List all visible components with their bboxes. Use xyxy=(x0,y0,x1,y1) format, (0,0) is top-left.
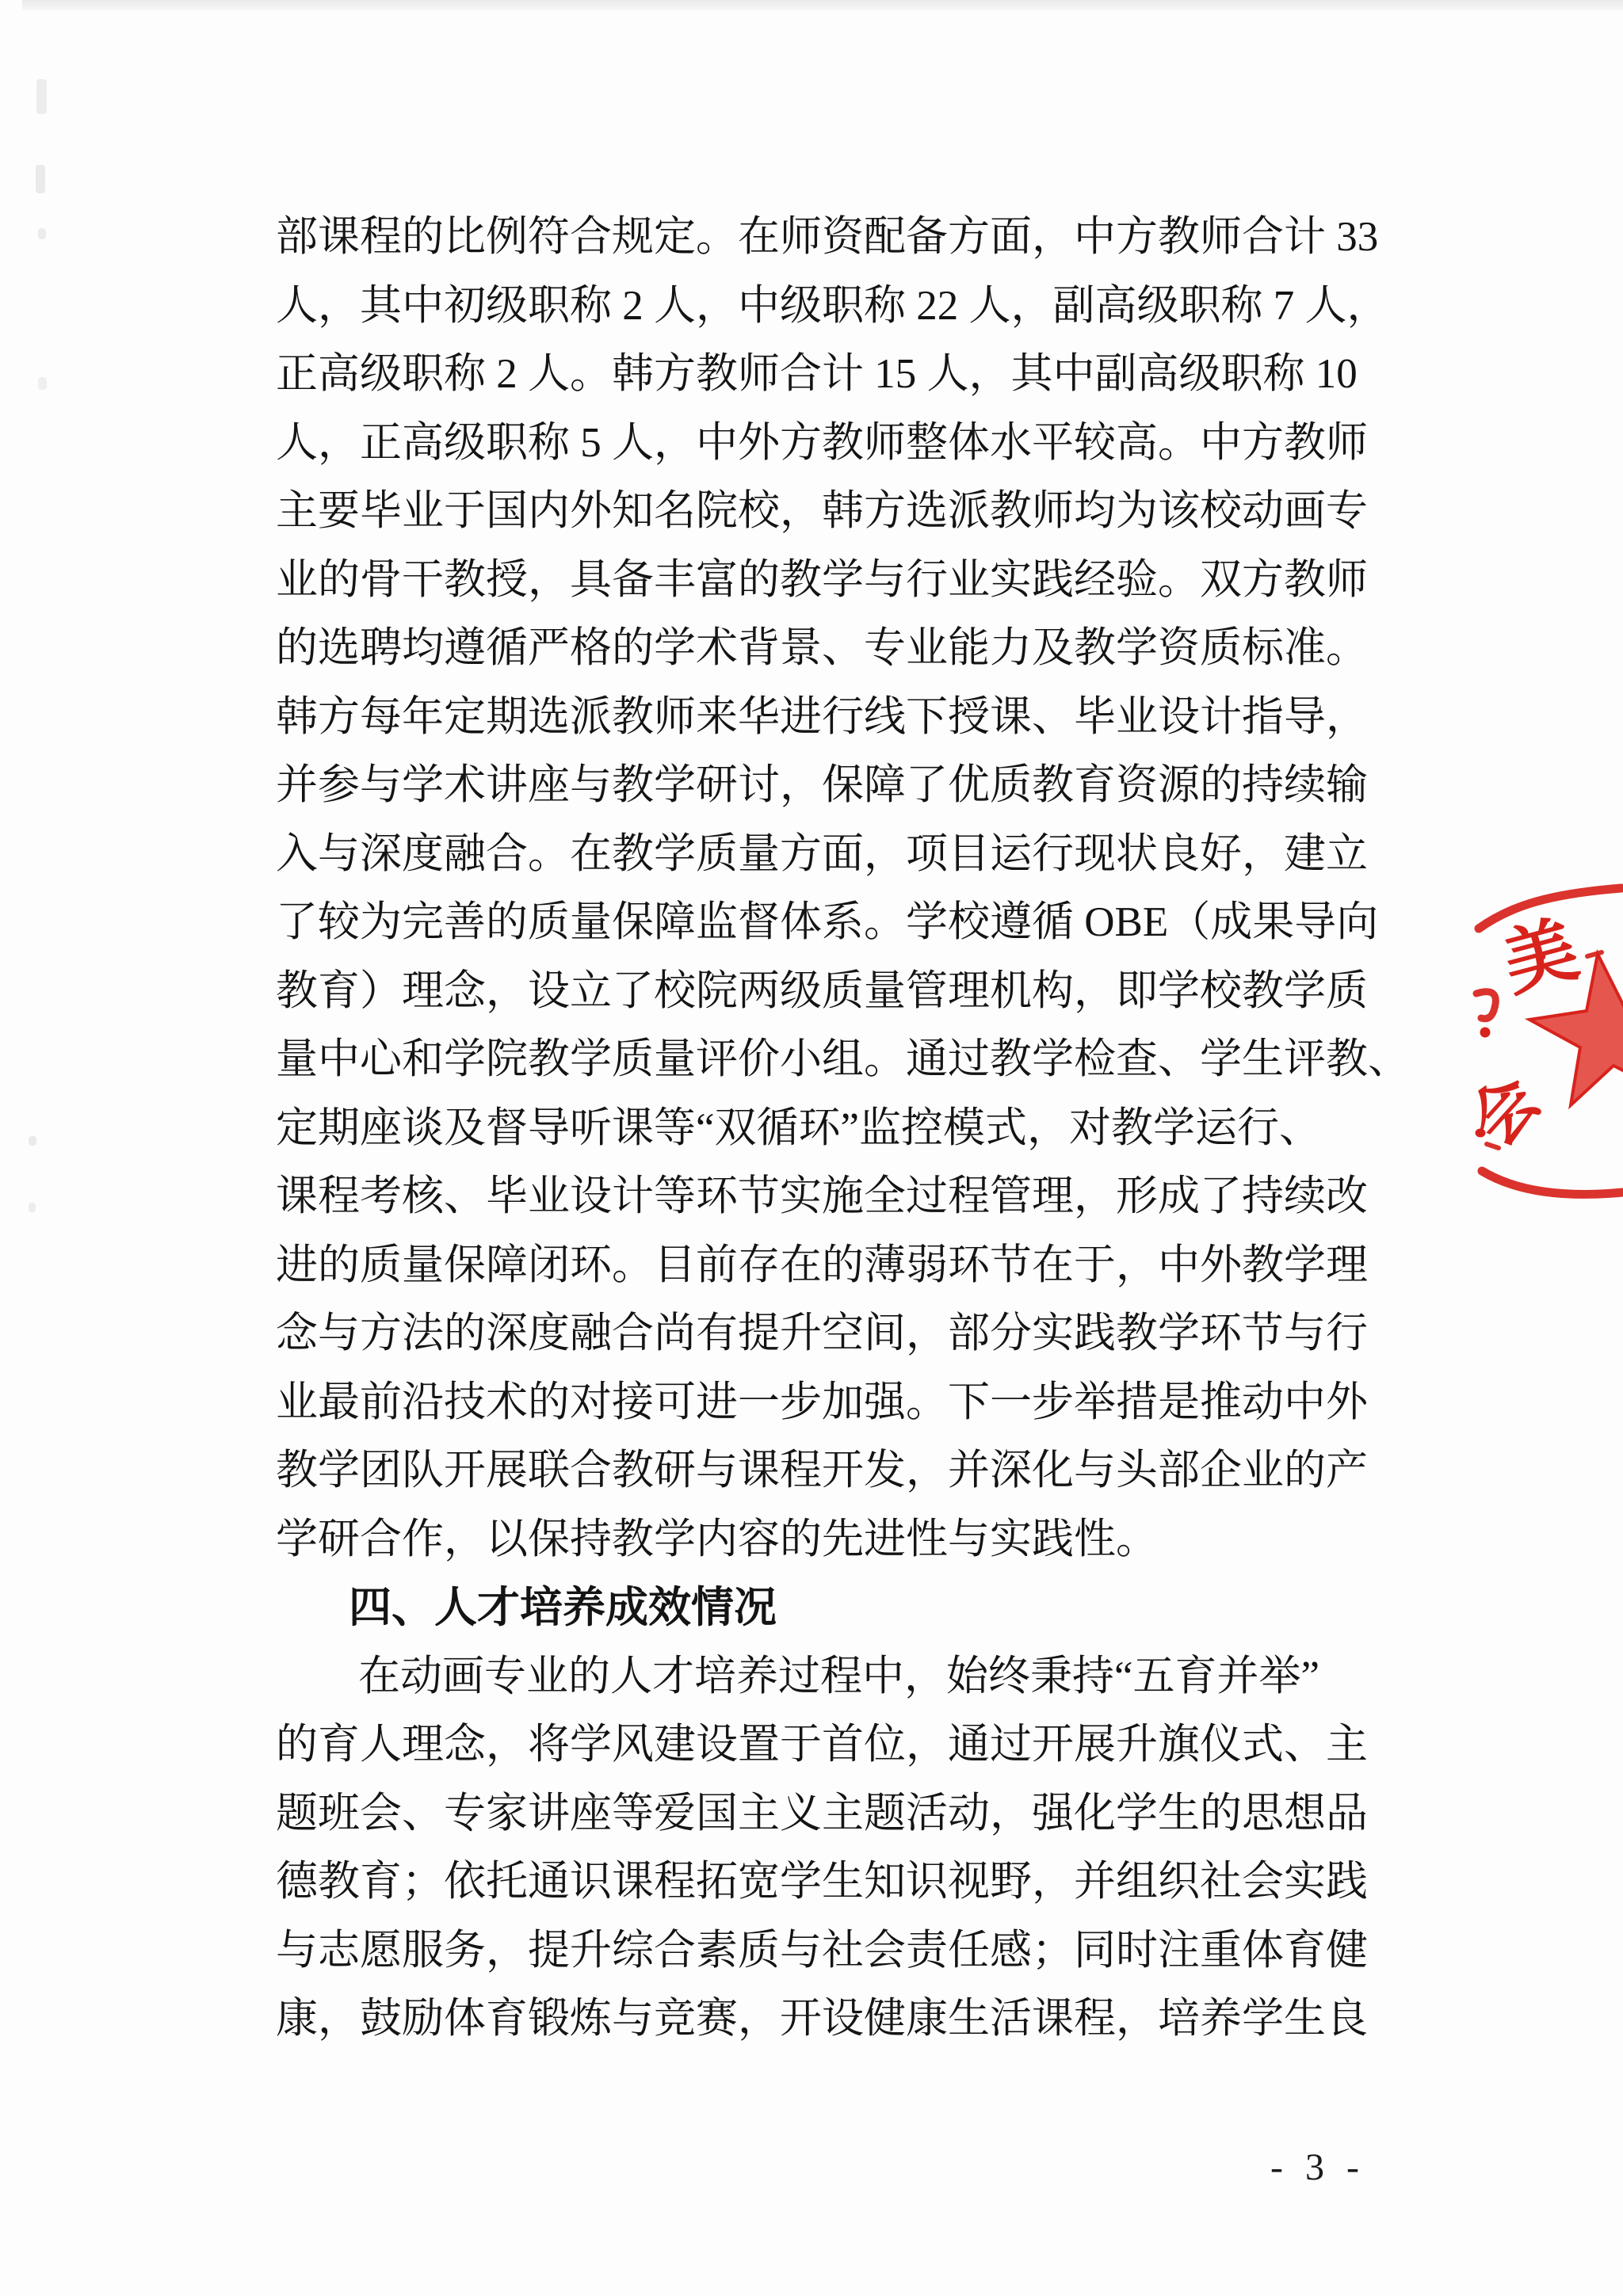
text-line: 并参与学术讲座与教学研讨，保障了优质教育资源的持续输 xyxy=(276,762,1368,808)
scan-artifact xyxy=(36,79,47,114)
page-number: - 3 - xyxy=(1270,2146,1365,2188)
text-line: 主要毕业于国内外知名院校，韩方选派教师均为该校动画专 xyxy=(276,488,1368,534)
seal-character: 美 xyxy=(1495,908,1587,1006)
text-line: 入与深度融合。在教学质量方面，项目运行现状良好，建立 xyxy=(276,830,1368,877)
scan-artifact xyxy=(36,165,45,193)
text-line: 教育）理念，设立了校院两级质量管理机构，即学校教学质 xyxy=(276,967,1368,1014)
text-line: 课程考核、毕业设计等环节实施全过程管理，形成了持续改 xyxy=(276,1173,1368,1219)
scan-edge-shadow xyxy=(22,0,1623,10)
text-line: 定期座谈及督导听课等“双循环”监控模式，对教学运行、 xyxy=(276,1104,1322,1151)
scan-artifact xyxy=(29,1136,36,1146)
text-line: 量中心和学院教学质量评价小组。通过教学检查、学生评教、 xyxy=(276,1036,1410,1082)
text-line: 韩方每年定期选派教师来华进行线下授课、毕业设计指导， xyxy=(276,693,1368,740)
document-body xyxy=(276,203,1410,2054)
text-line: 教学团队开展联合教研与课程开发，并深化与头部企业的产 xyxy=(276,1447,1368,1493)
text-line: 德教育；依托通识课程拓宽学生知识视野，并组织社会实践 xyxy=(276,1859,1368,1905)
seal-arc-bottom xyxy=(1482,1171,1623,1194)
text-line: 康，鼓励体育锻炼与竞赛，开设健康生活课程，培养学生良 xyxy=(276,1996,1368,2042)
section-heading: 四、人才培养成效情况 xyxy=(349,1584,777,1631)
text-line: 人，其中初级职称 2 人，中级职称 22 人，副高级职称 7 人， xyxy=(276,282,1389,329)
text-line: 人，正高级职称 5 人，中外方教师整体水平较高。中方教师 xyxy=(276,419,1368,466)
text-line: 念与方法的深度融合尚有提升空间，部分实践教学环节与行 xyxy=(276,1310,1368,1356)
scan-artifact xyxy=(29,1203,36,1212)
text-line: 学研合作，以保持教学内容的先进性与实践性。 xyxy=(276,1516,1158,1562)
seal-partial-glyph-hook xyxy=(1476,992,1495,1019)
text-line: 进的质量保障闭环。目前存在的薄弱环节在于，中外教学理 xyxy=(276,1241,1368,1288)
text-line: 正高级职称 2 人。韩方教师合计 15 人，其中副高级职称 10 xyxy=(276,351,1358,397)
text-line: 题班会、专家讲座等爱国主义主题活动，强化学生的思想品 xyxy=(276,1790,1368,1836)
scan-artifact xyxy=(38,377,47,390)
text-line: 与志愿服务，提升综合素质与社会责任感；同时注重体育健 xyxy=(276,1927,1368,1974)
text-line: 业最前沿技术的对接可进一步加强。下一步举措是推动中外 xyxy=(276,1379,1368,1425)
scan-artifact xyxy=(38,228,46,239)
seal-character: 会 xyxy=(1457,1063,1554,1160)
text-line: 业的骨干教授，具备丰富的教学与行业实践经验。双方教师 xyxy=(276,556,1368,603)
text-line: 在动画专业的人才培养过程中，始终秉持“五育并举” xyxy=(358,1653,1320,1699)
text-line: 部课程的比例符合规定。在师资配备方面，中方教师合计 33 xyxy=(276,214,1379,260)
text-line: 的选聘均遵循严格的学术背景、专业能力及教学资质标准。 xyxy=(276,625,1368,671)
official-seal-stamp xyxy=(1442,856,1623,1212)
text-line: 的育人理念，将学风建设置于首位，通过开展升旗仪式、主 xyxy=(276,1722,1368,1768)
seal-partial-glyph-dot xyxy=(1480,1028,1491,1038)
text-line: 了较为完善的质量保障监督体系。学校遵循 OBE（成果导向 xyxy=(276,899,1379,945)
